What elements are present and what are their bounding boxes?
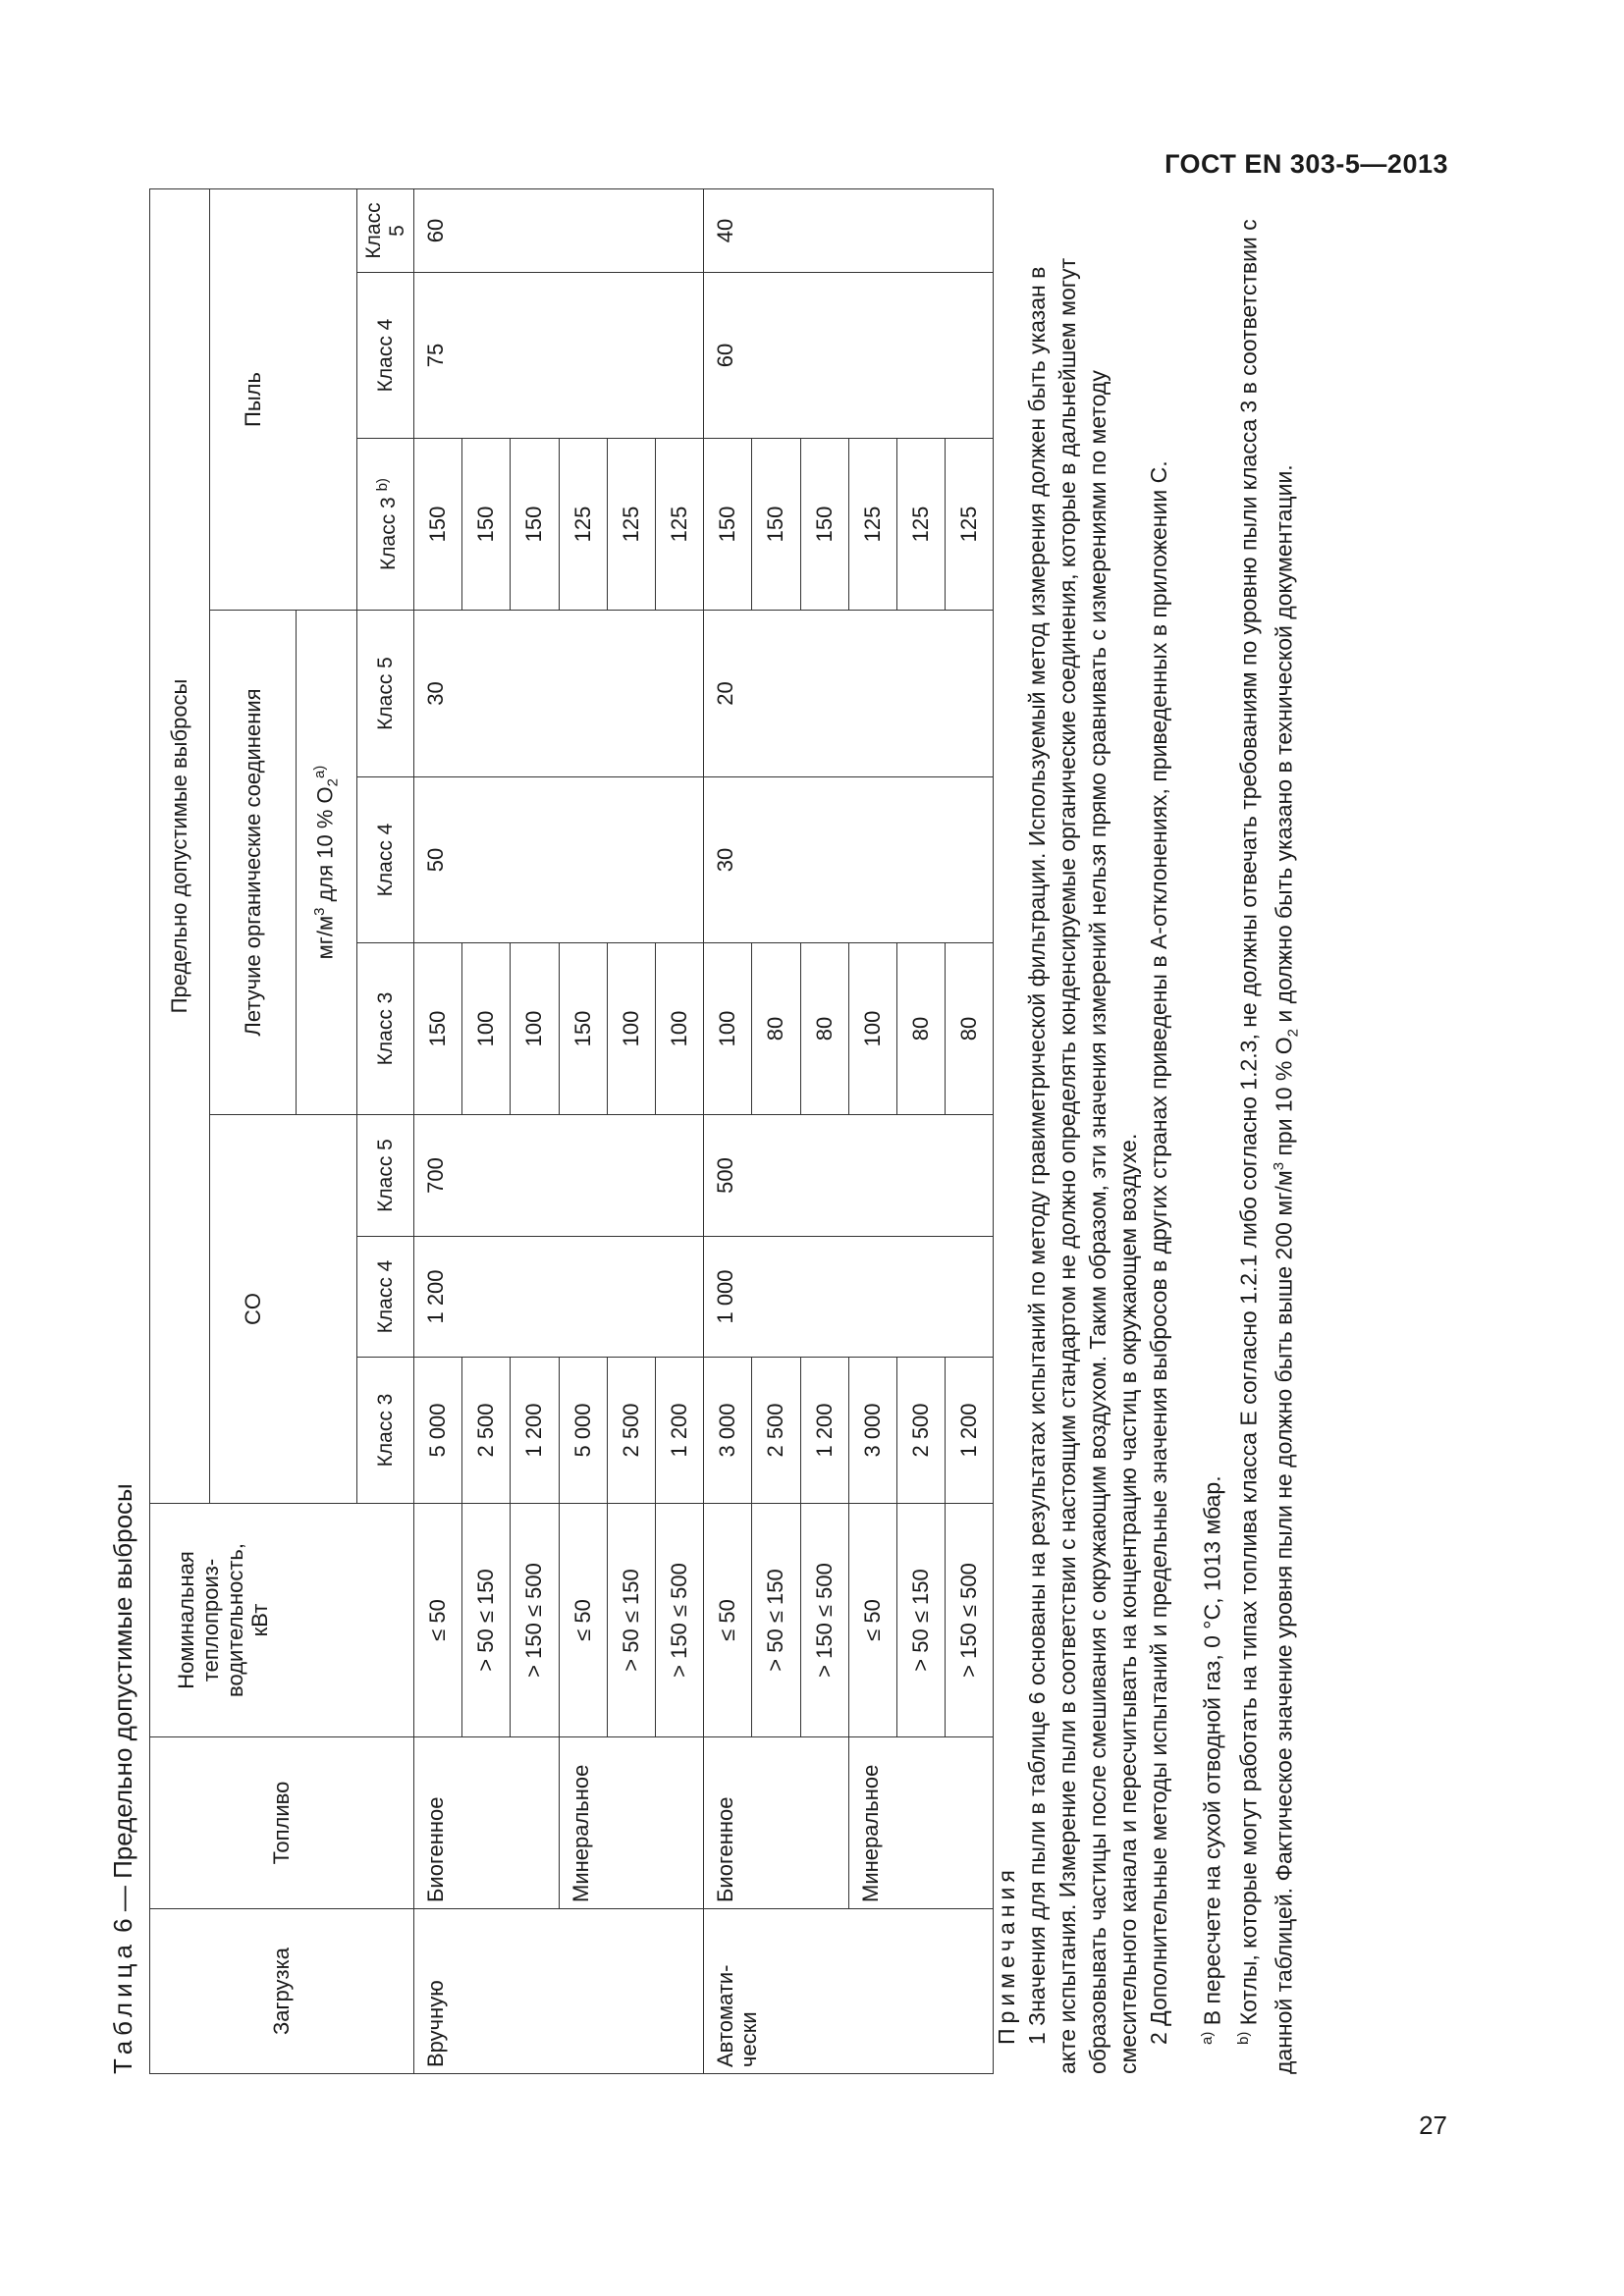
co3-cell: 1 200 [800, 1358, 848, 1504]
header-voc-class3: Класс 3 [357, 943, 414, 1115]
range-cell: ≤ 50 [704, 1504, 752, 1737]
notes-block [992, 219, 1309, 2074]
co3-cell: 1 200 [511, 1358, 559, 1504]
unit-note: a) [310, 765, 328, 779]
voc3-cell: 100 [704, 943, 752, 1115]
header-co: CO [210, 1115, 297, 1504]
voc3-cell: 80 [896, 943, 945, 1115]
footnote-a-text: В пересчете на сухой отводной газ, 0 °С, 1013 мбар. [1199, 1475, 1225, 2032]
range-cell: ≤ 50 [414, 1504, 462, 1737]
co3-cell: 3 000 [848, 1358, 896, 1504]
voc4-auto: 30 [704, 777, 994, 943]
footnote-b-text-3: и должно быть указано в технической документации. [1271, 464, 1297, 1030]
header-output [150, 1504, 414, 1737]
header-dust-class4: Класс 4 [357, 273, 414, 439]
header-dust: Пыль [210, 188, 297, 610]
voc3-cell: 100 [511, 943, 559, 1115]
header-co-spacer [297, 1115, 357, 1504]
co3-cell: 1 200 [655, 1358, 703, 1504]
co3-cell: 5 000 [559, 1358, 607, 1504]
fuel-bio-manual: Биогенное [414, 1737, 560, 1909]
header-dust-class5: Класс 5 [357, 188, 414, 272]
footnote-a [1192, 219, 1228, 2074]
fuel-min-auto: Минеральное [848, 1737, 994, 1909]
unit-sup: 3 [310, 907, 328, 916]
range-cell: ≤ 50 [559, 1504, 607, 1737]
dust3-cell: 150 [511, 439, 559, 611]
footnote-b-text-1: Котлы, которые могут работать на типах топлива класса Е согласно 1.2.1 либо согласно 1.2.3, не должны отвечать требованиям по уровню пыли класса 3 в соответствии с данной таблицей. Фактическое значение уровня пыли не должно быть выше 200 мг/м [1235, 219, 1297, 2074]
voc3-cell: 150 [414, 943, 462, 1115]
caption-text: 6 — Предельно допустимые выбросы [108, 1483, 137, 1941]
header-output-3: водительность, [223, 1543, 247, 1697]
footnote-b-sup: 3 [1271, 1161, 1288, 1171]
range-cell: > 150 ≤ 500 [946, 1504, 994, 1737]
co3-cell: 2 500 [752, 1358, 800, 1504]
range-cell: > 50 ≤ 150 [752, 1504, 800, 1737]
footnote-b-label: b) [1234, 2031, 1252, 2045]
voc3-cell: 100 [848, 943, 896, 1115]
dust3-cell: 125 [607, 439, 655, 611]
voc3-cell: 150 [559, 943, 607, 1115]
co5-manual: 700 [414, 1115, 704, 1237]
range-cell: > 150 ≤ 500 [655, 1504, 703, 1737]
dust5-auto: 40 [704, 188, 994, 272]
header-output-1: Номинальная [174, 1551, 198, 1689]
dust3-cell: 150 [752, 439, 800, 611]
voc5-manual: 30 [414, 611, 704, 777]
header-co-class3: Класс 3 [357, 1358, 414, 1504]
rotated-content [108, 202, 1345, 2074]
unit-mid: для 10 % O [311, 786, 337, 908]
voc3-cell: 80 [752, 943, 800, 1115]
emissions-table [149, 202, 982, 2074]
co4-auto: 1 000 [704, 1237, 994, 1358]
co3-cell: 2 500 [607, 1358, 655, 1504]
voc3-cell: 80 [800, 943, 848, 1115]
header-unit [297, 611, 357, 1115]
dust3-cell: 125 [559, 439, 607, 611]
footnote-b-sub: 2 [1284, 1029, 1302, 1038]
footnote-b-text-2: при 10 % O [1271, 1037, 1297, 1162]
range-cell: > 150 ≤ 500 [800, 1504, 848, 1737]
dust3-cell: 125 [655, 439, 703, 611]
header-dust-class3 [357, 439, 414, 611]
co3-cell: 2 500 [462, 1358, 511, 1504]
header-output-4: кВт [247, 1603, 272, 1637]
unit-main: мг/м [311, 915, 337, 960]
document-title: ГОСТ EN 303-5—2013 [1164, 149, 1448, 179]
co3-cell: 3 000 [704, 1358, 752, 1504]
dust3-cell: 150 [414, 439, 462, 611]
voc4-manual: 50 [414, 777, 704, 943]
co4-manual: 1 200 [414, 1237, 704, 1358]
note-1: 1 Значения для пыли в таблице 6 основаны на результатах испытаний по методу гравиметрической фильтрации. Используемый метод измерения должен быть указан в акте испытания. Измерение пыли в соответствии с настоящим стандартом не должно определять конденсируемые органические соединения, которые в дальнейшем могут образовывать частицы после смешивания с окружающим воздухом. Таким образом, эти значения измерений нельзя прямо сравнивать с измерениями по методу смесительного канала и пересчитывать на концентрацию частиц в окружающем воздухе. [1024, 257, 1141, 2074]
co3-cell: 5 000 [414, 1358, 462, 1504]
group-manual: Вручную [414, 1909, 704, 2074]
footnote-b [1228, 219, 1309, 2074]
footnote-a-label: a) [1199, 2031, 1216, 2045]
co3-cell: 2 500 [896, 1358, 945, 1504]
header-load: Загрузка [150, 1909, 414, 2074]
table-caption [108, 1483, 138, 2074]
header-fuel: Топливо [150, 1737, 414, 1909]
voc3-cell: 100 [462, 943, 511, 1115]
group-auto: Автомати-чески [704, 1909, 994, 2074]
header-co-class5: Класс 5 [357, 1115, 414, 1237]
range-cell: > 150 ≤ 500 [511, 1504, 559, 1737]
range-cell: > 50 ≤ 150 [896, 1504, 945, 1737]
dust3-cell: 125 [896, 439, 945, 611]
fuel-min-manual: Минеральное [559, 1737, 704, 1909]
unit-sub: 2 [324, 778, 342, 787]
header-voc-class4: Класс 4 [357, 777, 414, 943]
caption-label: Таблица [108, 1940, 137, 2074]
dust3-cell: 150 [462, 439, 511, 611]
co3-cell: 1 200 [946, 1358, 994, 1504]
voc3-cell: 100 [655, 943, 703, 1115]
voc3-cell: 80 [946, 943, 994, 1115]
header-dust-spacer [297, 188, 357, 610]
dust3-cell: 150 [704, 439, 752, 611]
voc5-auto: 20 [704, 611, 994, 777]
dust-class3-note: b) [373, 478, 391, 492]
voc3-cell: 100 [607, 943, 655, 1115]
page-number: 27 [1419, 2110, 1447, 2140]
range-cell: ≤ 50 [848, 1504, 896, 1737]
header-voc-class5: Класс 5 [357, 611, 414, 777]
dust3-cell: 125 [946, 439, 994, 611]
note-2: 2 Дополнительные методы испытаний и предельные значения выбросов в других странах приведены в A-отклонениях, приведенных в приложении С. [1146, 460, 1171, 2045]
dust4-auto: 60 [704, 273, 994, 439]
header-output-2: теплопроиз- [198, 1558, 223, 1682]
dust3-cell: 150 [800, 439, 848, 611]
dust4-manual: 75 [414, 273, 704, 439]
dust5-manual: 60 [414, 188, 704, 272]
header-limits: Предельно допустимые выбросы [150, 188, 210, 1503]
header-co-class4: Класс 4 [357, 1237, 414, 1358]
range-cell: > 50 ≤ 150 [462, 1504, 511, 1737]
fuel-bio-auto: Биогенное [704, 1737, 849, 1909]
dust-class3-label: Класс 3 [376, 497, 400, 570]
dust3-cell: 125 [848, 439, 896, 611]
header-voc: Летучие органические соединения [210, 611, 297, 1115]
co5-auto: 500 [704, 1115, 994, 1237]
range-cell: > 50 ≤ 150 [607, 1504, 655, 1737]
notes-heading: Примечания [994, 1865, 1019, 2045]
